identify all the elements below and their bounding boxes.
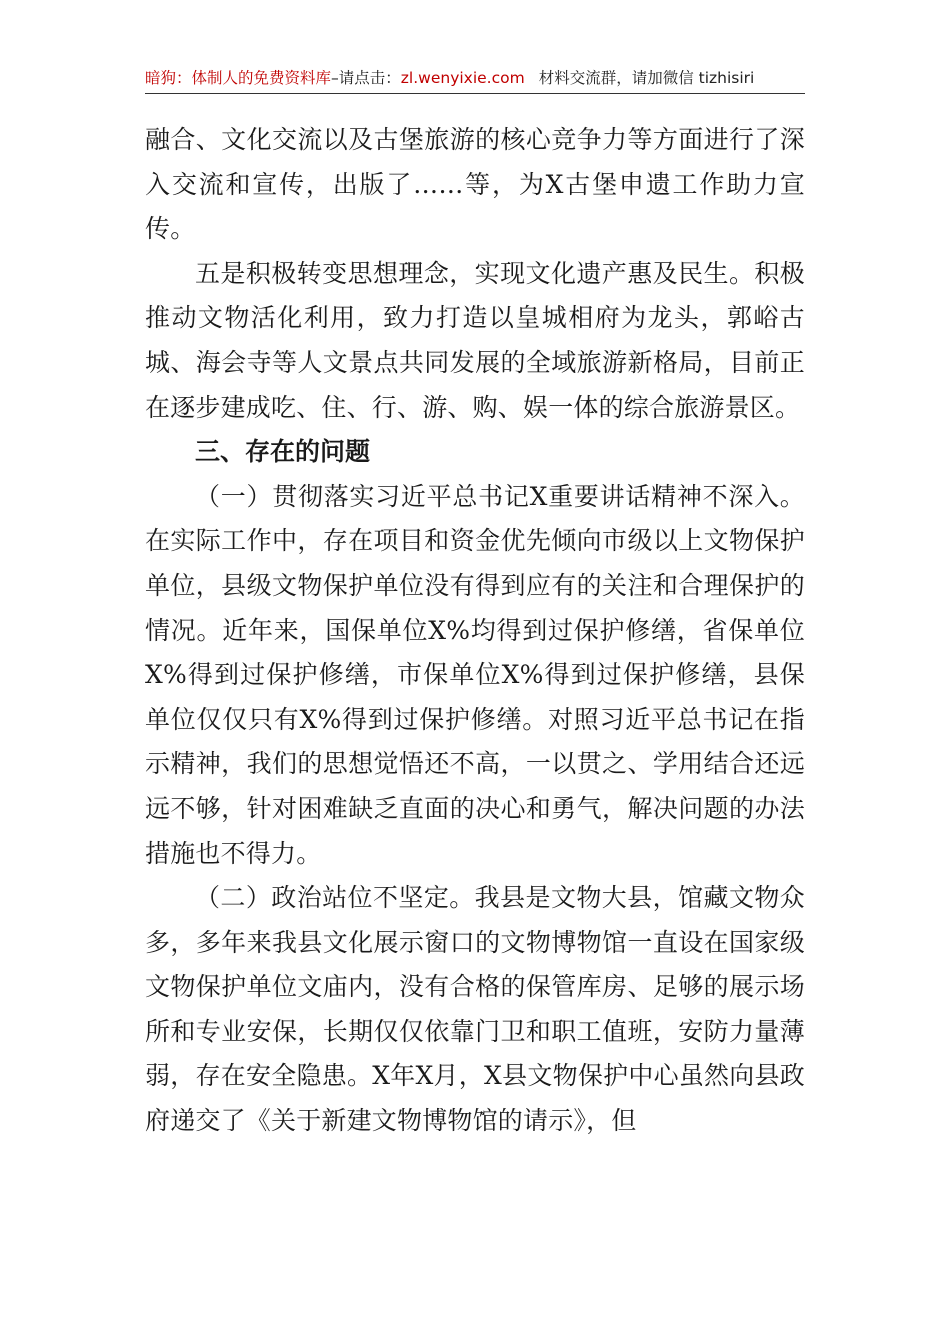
header-click-prompt: –请点击： <box>331 69 401 87</box>
paragraph-point-five: 五是积极转变思想理念，实现文化遗产惠及民生。积极推动文物活化利用，致力打造以皇城相府为龙头，郭峪古城、海会寺等人文景点共同发展的全域旅游新格局，目前正在逐步建成吃、住、行、游、购、娱一体的综合旅游景区。 <box>145 258 805 422</box>
document-body <box>145 118 805 1144</box>
header-url-link[interactable]: zl.wenyixie.com <box>400 69 525 87</box>
header-site-name: 暗狗：体制人的免费资料库 <box>145 69 332 87</box>
header-group-note: 材料交流群，请加微信 tizhisiri <box>538 69 755 87</box>
paragraph-continued: 融合、文化交流以及古堡旅游的核心竞争力等方面进行了深入交流和宣传，出版了……等，为X古堡申遗工作助力宣传。 <box>145 125 805 244</box>
header-divider <box>145 93 805 94</box>
page-header <box>145 64 805 92</box>
section-heading-problems: 三、存在的问题 <box>195 437 371 467</box>
paragraph-issue-one: （一）贯彻落实习近平总书记X重要讲话精神不深入。在实际工作中，存在项目和资金优先倾向市级以上文物保护单位，县级文物保护单位没有得到应有的关注和合理保护的情况。近年来，国保单位X%均得到过保护修缮，省保单位X%得到过保护修缮，市保单位X%得到过保护修缮，县保单位仅仅只有X%得到过保护修缮。对照习近平总书记在指示精神，我们的思想觉悟还不高，一以贯之、学用结合还远远不够，针对困难缺乏直面的决心和勇气，解决问题的办法措施也不得力。 <box>145 481 805 868</box>
paragraph-issue-two: （二）政治站位不坚定。我县是文物大县，馆藏文物众多，多年来我县文化展示窗口的文物博物馆一直设在国家级文物保护单位文庙内，没有合格的保管库房、足够的展示场所和专业安保，长期仅仅依靠门卫和职工值班，安防力量薄弱，存在安全隐患。X年X月，X县文物保护中心虽然向县政府递交了《关于新建文物博物馆的请示》，但 <box>145 883 805 1136</box>
